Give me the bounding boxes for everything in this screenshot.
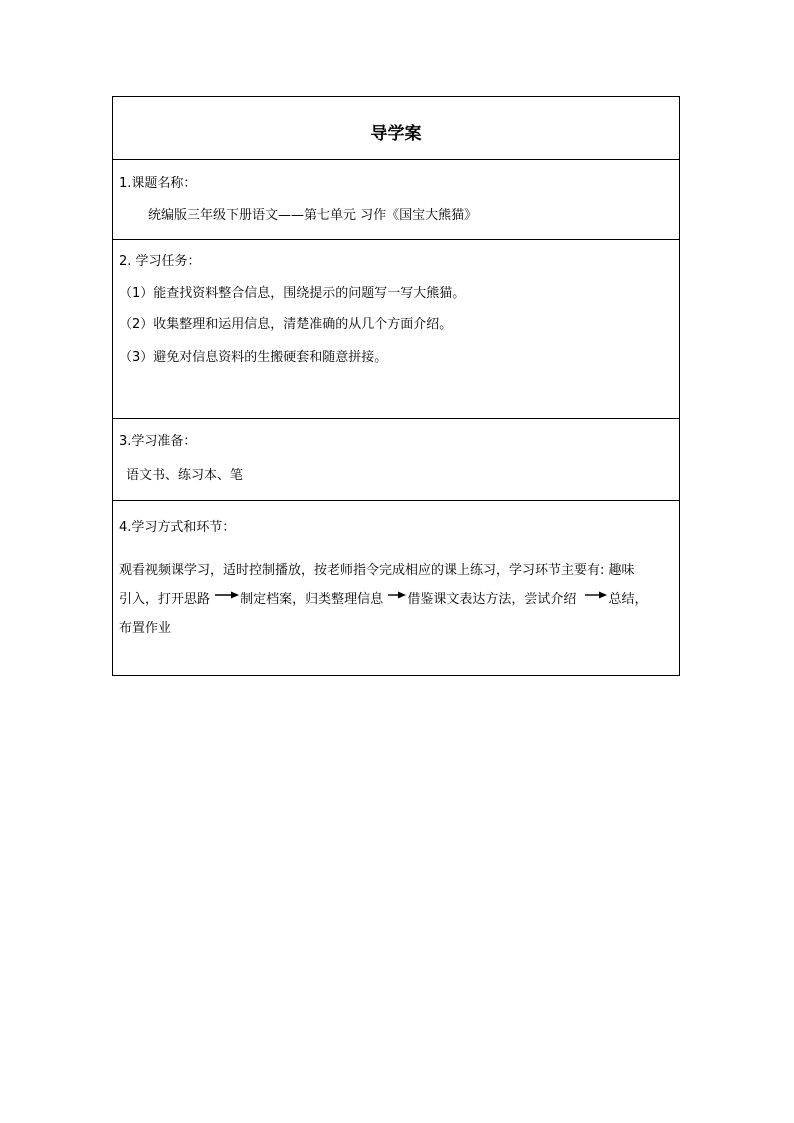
right-arrow-icon [214,590,240,600]
step-text: 借鉴课文表达方法，尝试介绍 [407,592,577,607]
task-item: （3）避免对信息资料的生搬硬套和随意拼接。 [119,350,388,365]
method-row [113,501,679,675]
method-steps-line [119,585,679,614]
preparation-row [113,419,679,501]
page-title: 导学案 [370,124,422,144]
learning-tasks-row [113,240,679,419]
course-name-row [113,160,679,240]
method-paragraph [119,556,679,643]
step-text: 引入，打开思路 [119,592,211,607]
step-text: 总结， [608,592,648,607]
method-line: 布置作业 [119,621,172,636]
right-arrow-icon [580,590,608,600]
preparation-heading: 3.学习准备： [119,434,197,449]
task-item: （2）收集整理和运用信息，清楚准确的从几个方面介绍。 [119,317,453,332]
step-text: 制定档案，归类整理信息 [240,592,384,607]
guide-table [112,96,680,676]
course-name-heading: 1.课题名称： [119,176,197,191]
title-row [113,97,679,160]
method-line: 观看视频课学习，适时控制播放，按老师指令完成相应的课上练习，学习环节主要有: 趣味 [119,563,635,578]
learning-tasks-heading: 2. 学习任务： [119,254,201,269]
course-name-value: 统编版三年级下册语文——第七单元 习作《国宝大熊猫》 [148,208,478,223]
right-arrow-icon [387,590,407,600]
preparation-value: 语文书、练习本、笔 [126,468,244,483]
method-heading: 4.学习方式和环节： [119,520,236,535]
task-item: （1）能查找资料整合信息，围绕提示的问题写一写大熊猫。 [119,286,466,301]
